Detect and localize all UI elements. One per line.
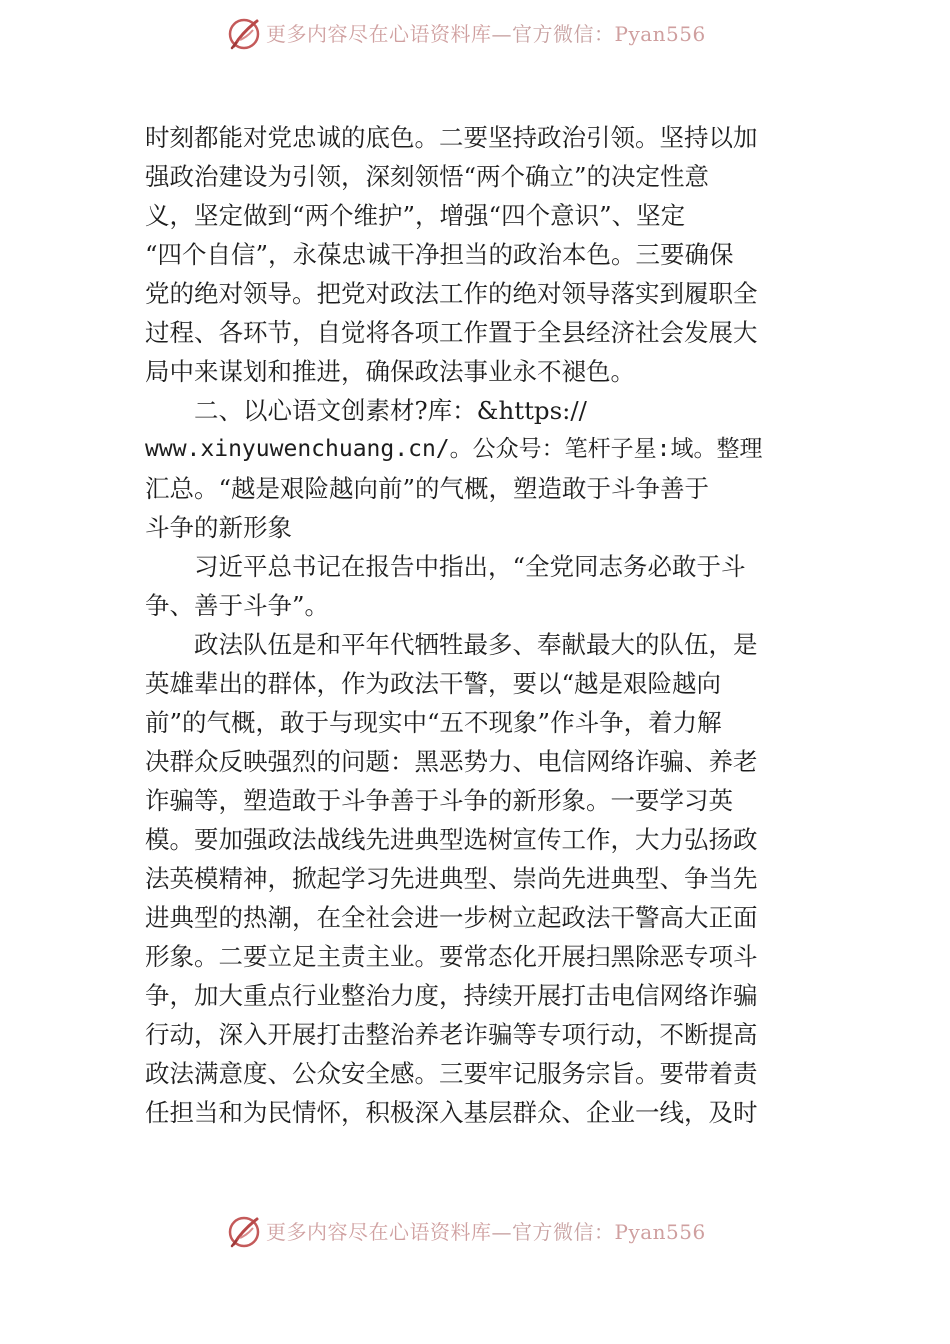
paragraph-3 — [145, 625, 785, 1132]
text-line: 争，加大重点行业整治力度，持续开展打击电信网络诈骗 — [145, 981, 758, 1010]
text-line: 习近平总书记在报告中指出，“全党同志务必敢于斗 — [194, 552, 746, 581]
text-line: 模。要加强政法战线先进典型选树宣传工作，大力弘扬政 — [145, 825, 758, 854]
text-line: 过程、各环节，自觉将各项工作置于全县经济社会发展大 — [145, 318, 758, 347]
watermark-wechat-id: Pyan556 — [614, 22, 706, 46]
text-line: 英雄辈出的群体，作为政法干警，要以“越是艰险越向 — [145, 669, 722, 698]
text-line: 党的绝对领导。把党对政法工作的绝对领导落实到履职全 — [145, 279, 758, 308]
text-line: “四个自信”，永葆忠诚干净担当的政治本色。三要确保 — [145, 240, 734, 269]
text-line: 争、善于斗争”。 — [145, 591, 330, 620]
quill-pen-logo-icon — [226, 1214, 262, 1250]
quill-pen-logo-icon — [226, 16, 262, 52]
paragraph-2 — [145, 547, 785, 625]
text-line: 政法满意度、公众安全感。三要牢记服务宗旨。要带着责 — [145, 1059, 758, 1088]
text-line: 决群众反映强烈的问题：黑恶势力、电信网络诈骗、养老 — [145, 747, 758, 776]
watermark-text — [266, 20, 706, 48]
text-line: 政法队伍是和平年代牺牲最多、奉献最大的队伍，是 — [194, 630, 758, 659]
text-line: 进典型的热潮，在全社会进一步树立起政法干警高大正面 — [145, 903, 758, 932]
text-line: 时刻都能对党忠诚的底色。二要坚持政治引领。坚持以加 — [145, 123, 758, 152]
section-heading-2 — [145, 391, 785, 547]
heading-line: 汇总。“越是艰险越向前”的气概，塑造敢于斗争善于 — [145, 474, 710, 503]
watermark-separator: — — [491, 22, 512, 46]
heading-line: 斗争的新形象 — [145, 513, 292, 542]
watermark-main-text: 更多内容尽在心语资料库 — [266, 1220, 492, 1244]
paragraph-1 — [145, 118, 785, 391]
heading-line: 二、以心语文创素材?库：&https:// — [194, 396, 587, 425]
text-line: 前”的气概，敢于与现实中“五不现象”作斗争，着力解 — [145, 708, 722, 737]
text-line: 局中来谋划和推进，确保政法事业永不褪色。 — [145, 357, 635, 386]
text-line: 诈骗等，塑造敢于斗争善于斗争的新形象。一要学习英 — [145, 786, 733, 815]
document-body — [145, 118, 785, 1132]
heading-line: www.xinyuwenchuang.cn/。公众号：笔杆子星:域。整理 — [145, 436, 763, 462]
text-line: 行动，深入开展打击整治养老诈骗等专项行动，不断提高 — [145, 1020, 758, 1049]
text-line: 任担当和为民情怀，积极深入基层群众、企业一线，及时 — [145, 1098, 758, 1127]
footer-watermark-banner — [0, 1212, 950, 1252]
watermark-separator: — — [491, 1220, 512, 1244]
text-line: 义，坚定做到“两个维护”，增强“四个意识”、坚定 — [145, 201, 686, 230]
watermark-wechat-label: 官方微信： — [512, 1220, 615, 1244]
watermark-text — [266, 1218, 706, 1246]
header-watermark-banner — [0, 14, 950, 54]
watermark-main-text: 更多内容尽在心语资料库 — [266, 22, 492, 46]
watermark-wechat-label: 官方微信： — [512, 22, 615, 46]
text-line: 法英模精神，掀起学习先进典型、崇尚先进典型、争当先 — [145, 864, 758, 893]
text-line: 形象。二要立足主责主业。要常态化开展扫黑除恶专项斗 — [145, 942, 758, 971]
watermark-wechat-id: Pyan556 — [614, 1220, 706, 1244]
text-line: 强政治建设为引领，深刻领悟“两个确立”的决定性意 — [145, 162, 710, 191]
